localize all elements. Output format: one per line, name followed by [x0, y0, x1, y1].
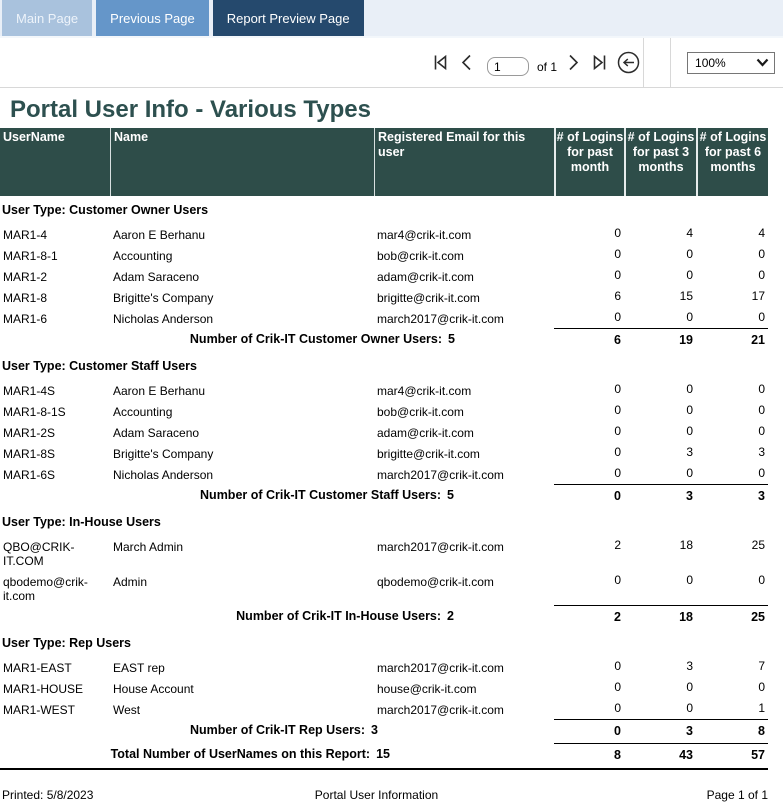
cell-username: MAR1-8 [3, 291, 48, 305]
page-count-label: of 1 [537, 59, 558, 74]
section-summary-label-cell [0, 484, 554, 502]
section-summary-values [554, 605, 768, 624]
table-row [0, 221, 768, 242]
cell-logins-month: 0 [614, 268, 621, 282]
cell-logins-month: 0 [614, 310, 621, 324]
summary-logins-6-months: 8 [758, 724, 765, 738]
cell-email: march2017@crik-it.com [377, 703, 504, 717]
section-summary-label-cell [0, 328, 554, 346]
section-summary-values [554, 328, 768, 347]
cell-logins-month: 0 [614, 424, 621, 438]
table-row [0, 440, 768, 461]
cell-name: Admin [113, 575, 148, 589]
cell-logins-3-months: 0 [686, 701, 693, 715]
cell-logins-6-months: 0 [758, 268, 765, 282]
cell-username: MAR1-8S [3, 447, 56, 461]
section-rows [0, 533, 768, 603]
cell-name: West [113, 703, 141, 717]
table-row [0, 242, 768, 263]
cell-logins-6-months: 1 [758, 701, 765, 715]
cell-logins-6-months: 0 [758, 310, 765, 324]
section-header: User Type: Customer Owner Users [2, 203, 209, 217]
section-header: User Type: Customer Staff Users [2, 359, 197, 373]
cell-name: Brigitte's Company [113, 447, 214, 461]
cell-email: house@crik-it.com [377, 682, 477, 696]
cell-logins-3-months: 18 [679, 538, 693, 552]
grand-total-3-months: 43 [679, 748, 693, 762]
section-header: User Type: Rep Users [2, 636, 131, 650]
table-row [0, 305, 768, 326]
cell-logins-month: 0 [614, 403, 621, 417]
page-number-label: Page 1 of 1 [706, 788, 768, 802]
cell-logins-month: 2 [614, 538, 621, 552]
cell-email: mar4@crik-it.com [377, 228, 472, 242]
toolbar-divider [670, 38, 671, 87]
summary-logins-6-months: 25 [751, 610, 765, 624]
cell-email: mar4@crik-it.com [377, 384, 472, 398]
section-summary-row [0, 328, 768, 347]
cell-logins-month: 0 [614, 573, 621, 587]
toolbar-gap [644, 38, 670, 87]
cell-logins-6-months: 7 [758, 659, 765, 673]
section-summary-label-cell [0, 719, 554, 737]
cell-name: Accounting [113, 249, 173, 263]
cell-logins-6-months: 4 [758, 226, 765, 240]
cell-email: bob@crik-it.com [377, 405, 464, 419]
next-page-icon[interactable] [565, 52, 583, 73]
col-header-logins-3-months: # of Logins for past 3 months [624, 128, 696, 196]
cell-username: MAR1-8-1S [3, 405, 66, 419]
table-row [0, 377, 768, 398]
table-row [0, 675, 768, 696]
cell-username: MAR1-6 [3, 312, 48, 326]
cell-username: MAR1-2S [3, 426, 56, 440]
cell-username: MAR1-EAST [3, 661, 72, 675]
summary-logins-month: 0 [614, 724, 621, 738]
cell-username: MAR1-6S [3, 468, 56, 482]
cell-logins-month: 0 [614, 382, 621, 396]
section-summary-row [0, 719, 768, 738]
section-summary-values [554, 484, 768, 503]
previous-page-icon[interactable] [457, 52, 475, 73]
section-summary-count: 3 [371, 723, 378, 737]
cell-logins-6-months: 0 [758, 424, 765, 438]
cell-logins-3-months: 15 [679, 289, 693, 303]
cell-username: MAR1-HOUSE [3, 682, 84, 696]
cell-logins-6-months: 25 [751, 538, 765, 552]
section-summary-label: Number of Crik-IT Customer Owner Users: [189, 332, 443, 346]
cell-logins-3-months: 0 [686, 310, 693, 324]
summary-logins-month: 6 [614, 333, 621, 347]
cell-name: Nicholas Anderson [113, 312, 214, 326]
tab-report-preview-page[interactable]: Report Preview Page [213, 0, 364, 36]
tab-previous-page[interactable]: Previous Page [96, 0, 209, 36]
cell-name: Aaron E Berhanu [113, 228, 206, 242]
summary-logins-6-months: 3 [758, 489, 765, 503]
printed-date-label: Printed: 5/8/2023 [2, 788, 94, 802]
section-summary-values [554, 719, 768, 738]
cell-name: Adam Saraceno [113, 426, 200, 440]
page-footer [0, 770, 768, 802]
cell-logins-3-months: 0 [686, 573, 693, 587]
cell-name: Accounting [113, 405, 173, 419]
table-row [0, 419, 768, 440]
page-number-input[interactable] [487, 57, 529, 76]
cell-logins-3-months: 0 [686, 382, 693, 396]
cell-logins-3-months: 0 [686, 268, 693, 282]
cell-logins-6-months: 0 [758, 247, 765, 261]
cell-logins-month: 0 [614, 701, 621, 715]
summary-logins-month: 2 [614, 610, 621, 624]
cell-logins-month: 6 [614, 289, 621, 303]
cell-logins-6-months: 0 [758, 573, 765, 587]
user-type-section [0, 352, 768, 503]
cell-logins-6-months: 3 [758, 445, 765, 459]
cell-logins-month: 0 [614, 226, 621, 240]
cell-username: MAR1-4S [3, 384, 56, 398]
table-row [0, 284, 768, 305]
section-rows [0, 221, 768, 326]
section-summary-count: 5 [448, 332, 455, 346]
section-summary-count: 2 [447, 609, 454, 623]
cell-logins-month: 0 [614, 445, 621, 459]
table-row [0, 398, 768, 419]
table-row [0, 568, 768, 603]
cell-email: bob@crik-it.com [377, 249, 464, 263]
section-rows [0, 654, 768, 717]
user-type-section [0, 196, 768, 347]
cell-logins-6-months: 0 [758, 382, 765, 396]
cell-email: brigitte@crik-it.com [377, 447, 480, 461]
report-table [0, 128, 768, 762]
section-summary-label: Number of Crik-IT Customer Staff Users: [200, 488, 442, 502]
cell-logins-month: 0 [614, 466, 621, 480]
table-row [0, 533, 768, 568]
summary-logins-3-months: 19 [679, 333, 693, 347]
table-row [0, 263, 768, 284]
cell-logins-3-months: 0 [686, 680, 693, 694]
user-type-section [0, 629, 768, 738]
cell-email: march2017@crik-it.com [377, 312, 504, 326]
tab-main-page[interactable]: Main Page [2, 0, 92, 36]
cell-email: qbodemo@crik-it.com [377, 575, 494, 589]
table-header-row [0, 128, 768, 196]
table-body [0, 196, 768, 738]
grand-total-row [0, 743, 768, 762]
cell-email: adam@crik-it.com [377, 270, 474, 284]
section-summary-label-cell [0, 605, 554, 623]
col-header-username: UserName [3, 130, 65, 144]
cell-logins-3-months: 0 [686, 424, 693, 438]
cell-username: MAR1-WEST [3, 703, 75, 717]
grand-total-count: 15 [376, 747, 390, 761]
cell-username: MAR1-2 [3, 270, 48, 284]
grand-total-label: Total Number of UserNames on this Report: [110, 747, 371, 761]
cell-logins-6-months: 17 [751, 289, 765, 303]
cell-logins-3-months: 3 [686, 445, 693, 459]
cell-username: QBO@CRIK-IT.COM [3, 540, 75, 568]
grand-total-6-months: 57 [751, 748, 765, 762]
first-page-icon[interactable] [430, 52, 451, 73]
col-header-email: Registered Email for this user [374, 128, 554, 196]
cell-logins-3-months: 0 [686, 466, 693, 480]
last-page-icon[interactable] [589, 52, 610, 73]
cell-name: Aaron E Berhanu [113, 384, 206, 398]
section-header: User Type: In-House Users [2, 515, 161, 529]
cell-logins-month: 0 [614, 680, 621, 694]
cell-logins-3-months: 0 [686, 247, 693, 261]
table-row [0, 461, 768, 482]
grand-total-label-cell [0, 743, 554, 761]
table-row [0, 654, 768, 675]
cell-email: adam@crik-it.com [377, 426, 474, 440]
cell-username: MAR1-8-1 [3, 249, 58, 263]
cell-name: House Account [113, 682, 194, 696]
zoom-level-value: 100% [695, 55, 726, 70]
col-header-name: Name [110, 128, 374, 196]
zoom-level-select[interactable] [687, 52, 775, 74]
chevron-down-icon [756, 58, 769, 67]
section-summary-label: Number of Crik-IT Rep Users: [190, 723, 366, 737]
back-to-parent-icon[interactable] [616, 50, 641, 75]
cell-username: qbodemo@crik-it.com [3, 575, 88, 603]
report-name-label: Portal User Information [314, 788, 439, 802]
grand-total-month: 8 [614, 748, 621, 762]
grand-total-values [554, 743, 768, 762]
table-row [0, 696, 768, 717]
cell-email: march2017@crik-it.com [377, 540, 504, 554]
cell-logins-3-months: 4 [686, 226, 693, 240]
report-title: Portal User Info - Various Types [10, 96, 371, 123]
cell-name: March Admin [113, 540, 184, 554]
cell-logins-6-months: 0 [758, 466, 765, 480]
cell-logins-3-months: 3 [686, 659, 693, 673]
section-summary-row [0, 605, 768, 624]
section-rows [0, 377, 768, 482]
cell-logins-month: 0 [614, 659, 621, 673]
tab-bar [0, 0, 783, 38]
user-type-section [0, 508, 768, 624]
cell-logins-3-months: 0 [686, 403, 693, 417]
summary-logins-month: 0 [614, 489, 621, 503]
cell-username: MAR1-4 [3, 228, 48, 242]
cell-name: Nicholas Anderson [113, 468, 214, 482]
cell-logins-6-months: 0 [758, 403, 765, 417]
cell-email: brigitte@crik-it.com [377, 291, 480, 305]
cell-email: march2017@crik-it.com [377, 468, 504, 482]
cell-logins-month: 0 [614, 247, 621, 261]
cell-name: Brigitte's Company [113, 291, 214, 305]
summary-logins-3-months: 18 [679, 610, 693, 624]
cell-name: Adam Saraceno [113, 270, 200, 284]
col-header-logins-month: # of Logins for past month [554, 128, 624, 196]
summary-logins-3-months: 3 [686, 489, 693, 503]
report-toolbar [0, 38, 783, 88]
col-header-logins-6-months: # of Logins for past 6 months [696, 128, 768, 196]
section-summary-label: Number of Crik-IT In-House Users: [236, 609, 442, 623]
section-summary-row [0, 484, 768, 503]
cell-name: EAST rep [113, 661, 165, 675]
summary-logins-6-months: 21 [751, 333, 765, 347]
summary-logins-3-months: 3 [686, 724, 693, 738]
cell-logins-6-months: 0 [758, 680, 765, 694]
cell-email: march2017@crik-it.com [377, 661, 504, 675]
section-summary-count: 5 [447, 488, 454, 502]
